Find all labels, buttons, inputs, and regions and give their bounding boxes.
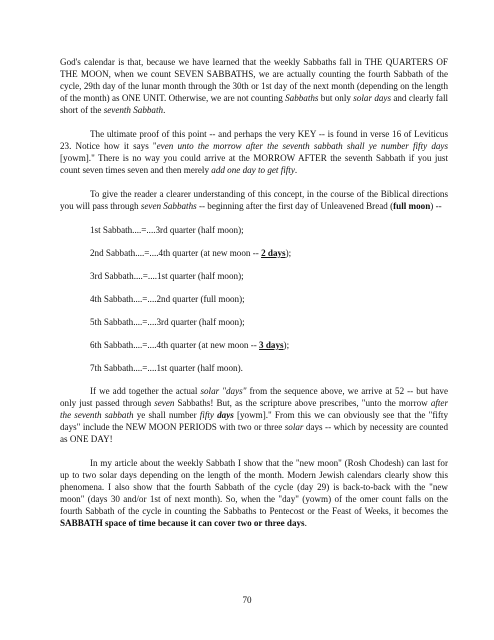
text-run: If we add together the actual <box>90 386 201 396</box>
text-run: 3 days <box>259 340 284 350</box>
text-run: To give the reader a clearer understanding of this concept, in the course of the Biblical directions you will pass through <box>60 189 448 211</box>
text-run: God's calendar is that, because we have learned that the weekly Sabbaths fall in THE QUARTERS OF THE MOON, when we count SEVEN SABBATHS, we are actually counting the fourth Sabbath of the cycle, 29th day of the lunar month through the 30th or 1st day of the next month (depending on the length of the month) as ONE UNIT. Otherwise, we are not counting <box>60 57 448 103</box>
text-run: add one day to get fifty <box>211 165 295 175</box>
text-run: 2nd Sabbath....=....4th quarter (at new moon -- <box>90 248 262 258</box>
text-run: The ultimate proof of this point -- and perhaps the very KEY -- is found in verse 16 of Leviticus 23. Notice how it says " <box>60 129 448 151</box>
text-run: Sabbaths <box>285 93 319 103</box>
text-run: solar days <box>353 93 391 103</box>
list-item: 1st Sabbath....=....3rd quarter (half moon); <box>90 225 244 235</box>
list-item: 5th Sabbath....=....3rd quarter (half moon); <box>90 317 245 327</box>
document-body <box>60 56 448 529</box>
text-run: seven <box>154 398 175 408</box>
text-run: [yowm]." From this we can obviously see that the "fifty days" include the NEW MOON PERIODS with two or three <box>60 410 448 432</box>
text-run: ); <box>283 340 290 350</box>
text-run: . <box>304 518 307 528</box>
paragraph-proof <box>60 128 448 176</box>
text-run: SABBATH space of time because it can cover two or three days <box>60 518 305 528</box>
text-run: . <box>294 165 298 175</box>
text-run: days -- which by necessity are counted as ONE DAY! <box>60 422 448 444</box>
paragraph-fifty-days <box>60 385 448 445</box>
text-run: but only <box>318 93 354 103</box>
list-item: 4th Sabbath....=....2nd quarter (full moon); <box>90 294 245 304</box>
text-run: days <box>217 410 234 420</box>
paragraph-quarters <box>60 56 448 116</box>
text-run: ) -- <box>430 201 442 211</box>
list-item <box>90 339 448 351</box>
text-run: . <box>163 105 166 115</box>
text-run: In my article about the weekly Sabbath I show that the "new moon" (Rosh Chodesh) can last for up to two solar days depending on the length of the month. Modern Jewish calendars clearly show this phenomena. I also show that the fourth Sabbath of the cycle (day 29) is back-to-back with the "new moon" (days 30 and/or 1st of next month). So, when the "day" (yowm) of the omer count falls on the fourth Sabbath of the cycle in counting the Sabbaths to Pentecost or the Feast of Weeks, it becomes the <box>60 458 448 516</box>
paragraph-new-moon <box>60 457 448 529</box>
paragraph-understanding <box>60 188 448 212</box>
list-item <box>90 247 448 259</box>
text-run: from the sequence above, we arrive at 52 -- but have only just passed through <box>60 386 448 408</box>
text-run: after the seventh sabbath <box>60 398 448 420</box>
text-run: and clearly fall short of the <box>60 93 449 115</box>
list-item: 3rd Sabbath....=....1st quarter (half moon); <box>90 271 244 281</box>
list-item: 7th Sabbath....=....1st quarter (half moon). <box>90 363 243 373</box>
text-run: solar "days" <box>200 386 247 396</box>
text-run: full moon <box>393 201 431 211</box>
text-run: [yowm]." There is no way you could arrive at the MORROW AFTER the seventh Sabbath if you just count seven times seven and then merely <box>60 153 448 175</box>
text-run: even unto the morrow after the seventh sabbath shall ye number fifty days <box>156 141 449 151</box>
text-run: ye shall number <box>133 410 200 420</box>
sabbath-list <box>90 224 448 374</box>
text-run: 2 days <box>261 248 286 258</box>
text-run: fifty <box>199 410 214 420</box>
text-run: solar <box>284 422 304 432</box>
text-run: 6th Sabbath....=....4th quarter (at new moon -- <box>90 340 260 350</box>
page-number: 70 <box>242 595 252 605</box>
text-run: seven Sabbaths <box>140 201 197 211</box>
text-run: Sabbaths! But, as the scripture above prescribes, "unto the morrow <box>174 398 431 408</box>
text-run: seventh Sabbath <box>103 105 164 115</box>
text-run: ); <box>285 248 292 258</box>
text-run: -- beginning after the first day of Unleavened Bread ( <box>196 201 394 211</box>
